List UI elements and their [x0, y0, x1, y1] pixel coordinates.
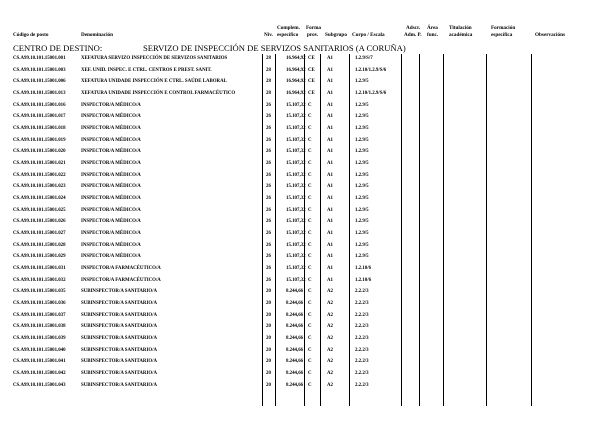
cell-subgrupo: A2 [327, 289, 333, 295]
cell-denominacion: INSPECTOR/A MÉDICO/A [81, 114, 141, 120]
cell-corpo-escala: 2.2.2/3 [355, 289, 369, 295]
cell-subgrupo: A1 [327, 277, 333, 283]
cell-complemento: 15.107,32 [286, 277, 306, 283]
table-row [0, 335, 615, 343]
cell-subgrupo: A1 [327, 102, 333, 108]
header-adscr-top: Adscr. [406, 25, 421, 31]
cell-niv: 20 [266, 371, 271, 377]
cell-codigo: CS.A99.10.101.15001.023 [13, 184, 66, 190]
cell-denominacion: INSPECTOR/A MÉDICO/A [81, 242, 141, 248]
cell-codigo: CS.A99.10.101.15001.039 [13, 336, 66, 342]
cell-codigo: CS.A99.10.101.15001.031 [13, 266, 66, 272]
header-niv: Niv. [264, 32, 273, 38]
cell-niv: 20 [266, 324, 271, 330]
cell-niv: 20 [266, 301, 271, 307]
cell-complemento: 8.244,66 [286, 324, 304, 330]
cell-codigo: CS.A99.10.101.15001.040 [13, 347, 66, 353]
cell-niv: 20 [266, 289, 271, 295]
cell-subgrupo: A2 [327, 301, 333, 307]
cell-codigo: CS.A99.10.101.15001.021 [13, 161, 66, 167]
cell-corpo-escala: 1.2.9/5 [355, 114, 369, 120]
cell-subgrupo: A2 [327, 347, 333, 353]
cell-niv: 26 [266, 149, 271, 155]
cell-niv: 26 [266, 242, 271, 248]
cell-niv: 28 [266, 56, 271, 61]
cell-corpo-escala: 1.2.10/1.2.9/S/6 [355, 91, 387, 96]
cell-codigo: CS.A99.10.101.15001.017 [13, 114, 66, 120]
header-denominacion: Denominación [81, 32, 113, 38]
cell-codigo: CS.A99.10.101.15001.025 [13, 207, 66, 213]
cell-niv: 26 [266, 254, 271, 260]
cell-complemento: 15.107,32 [286, 102, 306, 108]
cell-subgrupo: A2 [327, 312, 333, 318]
cell-codigo: CS.A99.10.101.15001.001 [13, 56, 66, 61]
cell-forma-prov: CE [308, 67, 315, 73]
cell-denominacion: INSPECTOR/A MÉDICO/A [81, 207, 141, 213]
cell-niv: 26 [266, 114, 271, 120]
cell-corpo-escala: 1.2.9/5 [355, 126, 369, 132]
center-label: CENTRO DE DESTINO: [13, 43, 103, 53]
header-titulacion-top: Titulación [449, 25, 472, 31]
table-row [0, 300, 615, 308]
cell-complemento: 15.107,32 [286, 242, 306, 248]
cell-complemento: 16.964,92 [286, 67, 306, 73]
cell-codigo: CS.A99.10.101.15001.024 [13, 196, 66, 202]
cell-denominacion: SUBINSPECTOR/A SANITARIO/A [81, 371, 158, 377]
table-row [0, 265, 615, 273]
cell-corpo-escala: 1.2.10/1.2.9/S/6 [355, 67, 387, 73]
table-row [0, 55, 615, 63]
cell-corpo-escala: 1.2.9/5 [355, 184, 369, 190]
cell-forma-prov: CE [308, 91, 315, 96]
cell-denominacion: INSPECTOR/A MÉDICO/A [81, 184, 141, 190]
cell-denominacion: XEFATURA UNIDADE INSPECCIÓN E CTRL. SAÚDE LABORAL [81, 79, 227, 85]
cell-corpo-escala: 1.2.10/6 [355, 266, 372, 272]
header-adscr-bottom: Adm. P. [404, 32, 422, 38]
table-row [0, 160, 615, 168]
cell-corpo-escala: 2.2.2/3 [355, 347, 369, 353]
cell-complemento: 15.107,32 [286, 184, 306, 190]
cell-codigo: CS.A99.10.101.15001.028 [13, 242, 66, 248]
cell-complemento: 8.244,66 [286, 347, 304, 353]
table-row [0, 288, 615, 296]
cell-codigo: CS.A99.10.101.15001.037 [13, 312, 66, 318]
cell-forma-prov: C [308, 347, 312, 353]
cell-subgrupo: A1 [327, 126, 333, 132]
cell-forma-prov: C [308, 277, 312, 283]
cell-denominacion: XEFATURA UNIDADE INSPECCIÓN E CONTROL FARMACÉUTICO [81, 91, 236, 96]
cell-corpo-escala: 2.2.2/3 [355, 324, 369, 330]
cell-corpo-escala: 1.2.9/5 [355, 149, 369, 155]
cell-forma-prov: C [308, 161, 312, 167]
cell-complemento: 8.244,66 [286, 312, 304, 318]
cell-complemento: 8.244,66 [286, 289, 304, 295]
header-complem-bottom: específico [277, 32, 299, 38]
cell-subgrupo: A1 [327, 79, 333, 85]
cell-forma-prov: C [308, 254, 312, 260]
cell-corpo-escala: 1.2.9/5 [355, 231, 369, 237]
header-area-top: Área [427, 25, 438, 31]
cell-codigo: CS.A99.10.101.15001.026 [13, 219, 66, 225]
cell-forma-prov: C [308, 126, 312, 132]
cell-subgrupo: A1 [327, 266, 333, 272]
cell-niv: 26 [266, 207, 271, 213]
cell-niv: 26 [266, 126, 271, 132]
cell-complemento: 15.107,32 [286, 231, 306, 237]
table-row [0, 67, 615, 75]
cell-codigo: CS.A99.10.101.15001.038 [13, 324, 66, 330]
table-row [0, 242, 615, 250]
cell-forma-prov: C [308, 382, 312, 388]
cell-niv: 20 [266, 312, 271, 318]
cell-codigo: CS.A99.10.101.15001.003 [13, 67, 66, 73]
cell-forma-prov: C [308, 137, 312, 143]
cell-niv: 26 [266, 231, 271, 237]
cell-denominacion: SUBINSPECTOR/A SANITARIO/A [81, 347, 158, 353]
table-row [0, 102, 615, 110]
cell-denominacion: INSPECTOR/A MÉDICO/A [81, 231, 141, 237]
cell-codigo: CS.A99.10.101.15001.035 [13, 289, 66, 295]
cell-subgrupo: A1 [327, 196, 333, 202]
cell-corpo-escala: 1.2.9/5 [355, 161, 369, 167]
cell-corpo-escala: 1.2.9/S/7 [355, 56, 373, 61]
cell-complemento: 15.107,32 [286, 254, 306, 260]
cell-complemento: 16.964,92 [286, 91, 306, 96]
cell-niv: 26 [266, 172, 271, 178]
cell-denominacion: SUBINSPECTOR/A SANITARIO/A [81, 382, 158, 388]
header-forma-bottom: prov. [307, 32, 319, 38]
cell-niv: 26 [266, 184, 271, 190]
cell-corpo-escala: 1.2.9/5 [355, 102, 369, 108]
cell-complemento: 15.107,32 [286, 219, 306, 225]
cell-complemento: 8.244,66 [286, 371, 304, 377]
table-row [0, 382, 615, 390]
cell-corpo-escala: 1.2.9/5 [355, 242, 369, 248]
table-row [0, 370, 615, 378]
cell-subgrupo: A1 [327, 219, 333, 225]
cell-corpo-escala: 1.2.9/5 [355, 79, 369, 85]
cell-niv: 20 [266, 336, 271, 342]
cell-codigo: CS.A99.10.101.15001.043 [13, 382, 66, 388]
cell-denominacion: INSPECTOR/A MÉDICO/A [81, 161, 141, 167]
cell-complemento: 15.107,32 [286, 149, 306, 155]
cell-codigo: CS.A99.10.101.15001.027 [13, 231, 66, 237]
cell-corpo-escala: 2.2.2/3 [355, 382, 369, 388]
cell-subgrupo: A1 [327, 137, 333, 143]
cell-denominacion: SUBINSPECTOR/A SANITARIO/A [81, 336, 158, 342]
cell-complemento: 15.107,32 [286, 161, 306, 167]
cell-niv: 20 [266, 359, 271, 365]
cell-codigo: CS.A99.10.101.15001.032 [13, 277, 66, 283]
cell-denominacion: INSPECTOR/A MÉDICO/A [81, 102, 141, 108]
table-row [0, 113, 615, 121]
cell-subgrupo: A1 [327, 172, 333, 178]
cell-subgrupo: A2 [327, 336, 333, 342]
cell-codigo: CS.A99.10.101.15001.036 [13, 301, 66, 307]
cell-complemento: 15.107,32 [286, 207, 306, 213]
cell-forma-prov: C [308, 184, 312, 190]
cell-niv: 28 [266, 79, 271, 85]
cell-forma-prov: CE [308, 56, 315, 61]
table-row [0, 230, 615, 238]
cell-niv: 26 [266, 266, 271, 272]
cell-denominacion: XEF. UNID. INSPEC. E CTRL. CENTROS E PREST. SANIT. [81, 67, 212, 73]
cell-forma-prov: C [308, 231, 312, 237]
table-row [0, 78, 615, 86]
cell-complemento: 8.244,66 [286, 336, 304, 342]
cell-subgrupo: A1 [327, 149, 333, 155]
header-observacions: Observacións [535, 32, 565, 38]
cell-codigo: CS.A99.10.101.15001.022 [13, 172, 66, 178]
cell-niv: 28 [266, 91, 271, 96]
cell-codigo: CS.A99.10.101.15001.006 [13, 79, 66, 85]
cell-denominacion: SUBINSPECTOR/A SANITARIO/A [81, 289, 158, 295]
table-row [0, 172, 615, 180]
table-row [0, 218, 615, 226]
cell-subgrupo: A2 [327, 324, 333, 330]
cell-denominacion: SUBINSPECTOR/A SANITARIO/A [81, 359, 158, 365]
cell-denominacion: INSPECTOR/A FARMACÉUTICO/A [81, 277, 161, 283]
cell-subgrupo: A1 [327, 184, 333, 190]
cell-forma-prov: C [308, 196, 312, 202]
table-row [0, 90, 615, 98]
table-row [0, 358, 615, 366]
cell-forma-prov: C [308, 324, 312, 330]
table-row [0, 195, 615, 203]
cell-niv: 28 [266, 67, 271, 73]
cell-subgrupo: A2 [327, 382, 333, 388]
cell-niv: 26 [266, 137, 271, 143]
table-row [0, 207, 615, 215]
table-row [0, 312, 615, 320]
cell-complemento: 15.107,32 [286, 137, 306, 143]
header-area-bottom: func. [427, 32, 439, 38]
header-formacion-bottom: específica [491, 32, 513, 38]
cell-corpo-escala: 2.2.2/3 [355, 359, 369, 365]
cell-forma-prov: C [308, 359, 312, 365]
cell-codigo: CS.A99.10.101.15001.020 [13, 149, 66, 155]
cell-corpo-escala: 2.2.2/3 [355, 336, 369, 342]
cell-forma-prov: C [308, 207, 312, 213]
cell-denominacion: INSPECTOR/A FARMACÉUTICO/A [81, 266, 161, 272]
table-row [0, 183, 615, 191]
header-forma-top: Forma [306, 25, 321, 31]
cell-forma-prov: C [308, 242, 312, 248]
table-row [0, 148, 615, 156]
cell-denominacion: SUBINSPECTOR/A SANITARIO/A [81, 324, 158, 330]
cell-codigo: CS.A99.10.101.15001.018 [13, 126, 66, 132]
cell-niv: 26 [266, 196, 271, 202]
cell-corpo-escala: 1.2.10/6 [355, 277, 372, 283]
cell-subgrupo: A1 [327, 231, 333, 237]
cell-corpo-escala: 1.2.9/5 [355, 172, 369, 178]
cell-complemento: 8.244,66 [286, 301, 304, 307]
header-complem-top: Complem. [277, 25, 300, 31]
cell-forma-prov: C [308, 102, 312, 108]
cell-denominacion: INSPECTOR/A MÉDICO/A [81, 254, 141, 260]
cell-denominacion: INSPECTOR/A MÉDICO/A [81, 126, 141, 132]
cell-complemento: 15.107,32 [286, 266, 306, 272]
header-formacion-top: Formación [491, 25, 516, 31]
cell-denominacion: INSPECTOR/A MÉDICO/A [81, 137, 141, 143]
cell-niv: 26 [266, 102, 271, 108]
center-value: SERVIZO DE INSPECCIÓN DE SERVIZOS SANITARIOS (A CORUÑA) [143, 43, 406, 53]
cell-subgrupo: A1 [327, 114, 333, 120]
cell-corpo-escala: 2.2.2/3 [355, 371, 369, 377]
cell-codigo: CS.A99.10.101.15001.013 [13, 91, 66, 96]
cell-complemento: 15.107,32 [286, 126, 306, 132]
cell-corpo-escala: 1.2.9/5 [355, 207, 369, 213]
table-row [0, 253, 615, 261]
cell-denominacion: SUBINSPECTOR/A SANITARIO/A [81, 312, 158, 318]
header-titulacion-bottom: académica [449, 32, 473, 38]
cell-corpo-escala: 2.2.2/3 [355, 301, 369, 307]
cell-corpo-escala: 1.2.9/5 [355, 137, 369, 143]
header-codigo: Código de posto [13, 32, 49, 38]
cell-codigo: CS.A99.10.101.15001.042 [13, 371, 66, 377]
cell-complemento: 15.107,32 [286, 196, 306, 202]
header-corpo: Corpo / Escala [352, 32, 385, 38]
cell-denominacion: INSPECTOR/A MÉDICO/A [81, 172, 141, 178]
cell-niv: 26 [266, 219, 271, 225]
cell-niv: 26 [266, 161, 271, 167]
table-row [0, 125, 615, 133]
cell-denominacion: INSPECTOR/A MÉDICO/A [81, 149, 141, 155]
cell-forma-prov: C [308, 289, 312, 295]
cell-complemento: 15.107,32 [286, 114, 306, 120]
cell-subgrupo: A1 [327, 242, 333, 248]
cell-complemento: 8.244,66 [286, 382, 304, 388]
cell-denominacion: XEFATURA SERVIZO INSPECCIÓN DE SERVIZOS SANITARIOS [81, 56, 228, 61]
cell-forma-prov: C [308, 266, 312, 272]
cell-complemento: 15.107,32 [286, 172, 306, 178]
cell-denominacion: INSPECTOR/A MÉDICO/A [81, 196, 141, 202]
cell-forma-prov: C [308, 219, 312, 225]
cell-corpo-escala: 1.2.9/5 [355, 254, 369, 260]
cell-niv: 20 [266, 382, 271, 388]
cell-subgrupo: A2 [327, 359, 333, 365]
cell-codigo: CS.A99.10.101.15001.019 [13, 137, 66, 143]
cell-complemento: 16.964,92 [286, 79, 306, 85]
cell-complemento: 8.244,66 [286, 359, 304, 365]
cell-forma-prov: C [308, 336, 312, 342]
cell-corpo-escala: 1.2.9/5 [355, 219, 369, 225]
cell-subgrupo: A1 [327, 161, 333, 167]
table-row [0, 347, 615, 355]
cell-corpo-escala: 1.2.9/5 [355, 196, 369, 202]
cell-codigo: CS.A99.10.101.15001.016 [13, 102, 66, 108]
cell-subgrupo: A1 [327, 207, 333, 213]
cell-complemento: 16.964,92 [286, 56, 306, 61]
cell-forma-prov: C [308, 301, 312, 307]
cell-subgrupo: A2 [327, 371, 333, 377]
cell-forma-prov: C [308, 172, 312, 178]
cell-codigo: CS.A99.10.101.15001.029 [13, 254, 66, 260]
cell-codigo: CS.A99.10.101.15001.041 [13, 359, 66, 365]
table-row [0, 137, 615, 145]
cell-forma-prov: CE [308, 79, 315, 85]
cell-subgrupo: A1 [327, 56, 333, 61]
cell-denominacion: SUBINSPECTOR/A SANITARIO/A [81, 301, 158, 307]
cell-forma-prov: C [308, 371, 312, 377]
cell-subgrupo: A1 [327, 91, 333, 96]
cell-niv: 20 [266, 347, 271, 353]
cell-denominacion: INSPECTOR/A MÉDICO/A [81, 219, 141, 225]
cell-forma-prov: C [308, 114, 312, 120]
cell-corpo-escala: 2.2.2/3 [355, 312, 369, 318]
table-row [0, 323, 615, 331]
cell-subgrupo: A1 [327, 67, 333, 73]
cell-subgrupo: A1 [327, 254, 333, 260]
cell-forma-prov: C [308, 312, 312, 318]
cell-niv: 26 [266, 277, 271, 283]
table-row [0, 277, 615, 285]
header-subgrupo: Subgrupo [325, 32, 347, 38]
cell-forma-prov: C [308, 149, 312, 155]
